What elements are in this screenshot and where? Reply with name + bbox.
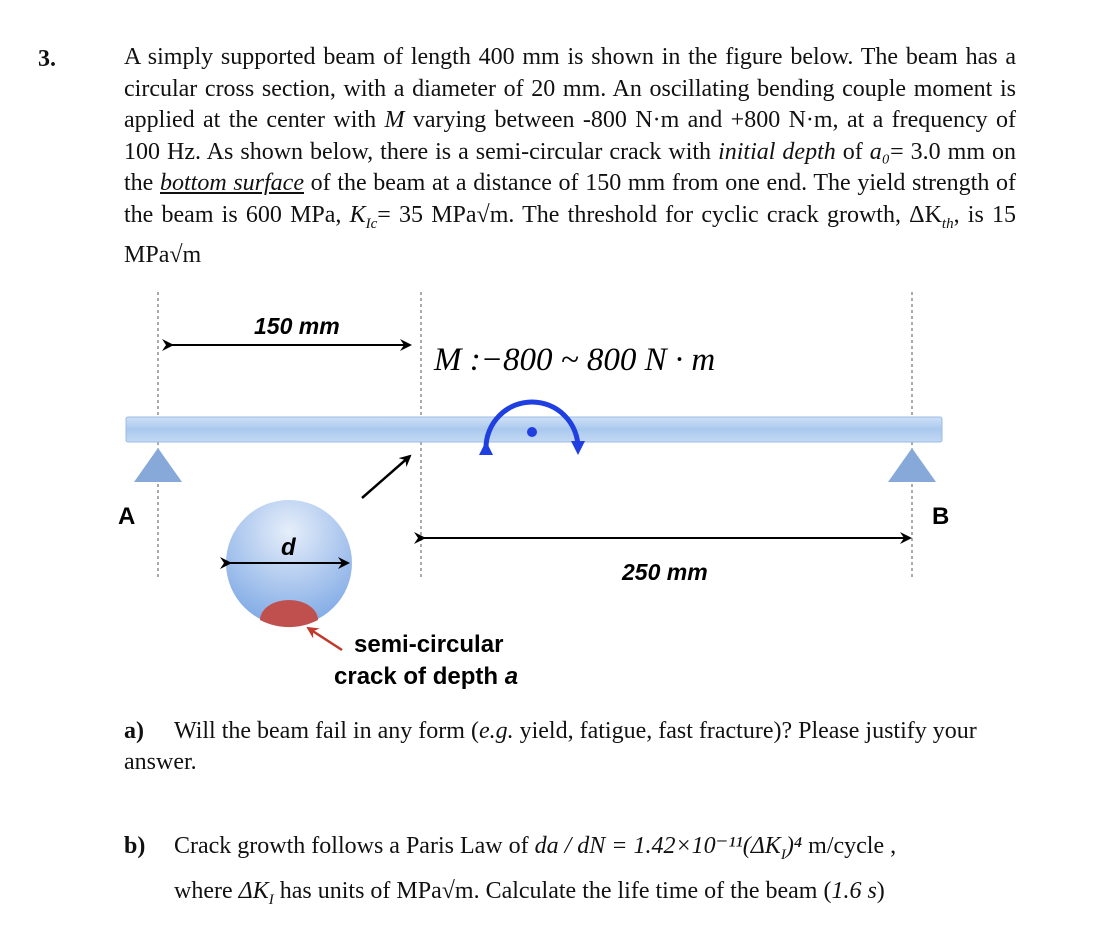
moment-center-dot: [527, 427, 537, 437]
dimension-150-label: 150 mm: [254, 313, 340, 339]
moment-label: M :−800 ~ 800 N · m: [434, 342, 716, 378]
crack-location-arrow: [362, 456, 410, 498]
question-b-label: b): [124, 833, 146, 859]
support-a: [134, 448, 182, 482]
crack-label-line2: crack of depth a: [334, 663, 519, 690]
dimension-250-label: 250 mm: [622, 559, 708, 585]
problem-statement: A simply supported beam of length 400 mm is shown in the figure below. The beam has a circular cross section, with a diameter of 20 mm. An oscillating bending couple moment is applied at the center with M varying between -800 N·m and +800 N·m, at a frequency of 100 Hz. As shown below, there is a semi-circular crack with initial depth of a₀= 3.0 mm on the bottom surface of the beam at a distance of 150 mm from one end. The yield strength of the beam is 600 MPa, $K_{Ic}= 35$ MPa√m. The threshold for cyclic crack growth, $\Delta K_{th}$, is 15 MPa√m: [124, 44, 1017, 268]
crack-label-line1: semi-circular: [354, 631, 504, 658]
diameter-label: d: [281, 534, 296, 561]
question-b: b) Crack growth follows a Paris Law of da / dN = $1.42\times 10^{-11}(\Delta K_I)^4$ m/cycle , where $\Delta K_I$ has units of MPa√m. Calculate the life time of the beam (1.6 s): [124, 828, 1044, 918]
support-b-label: B: [932, 503, 950, 530]
question-number: 3.: [38, 46, 56, 72]
crack-label-arrow: [308, 628, 342, 650]
support-b: [888, 448, 936, 482]
support-a-label: A: [118, 503, 136, 530]
question-a-label: a): [124, 718, 144, 744]
question-a: a) Will the beam fail in any form (e.g. yield, fatigue, fast fracture)? Please justify your answer.: [124, 718, 977, 775]
